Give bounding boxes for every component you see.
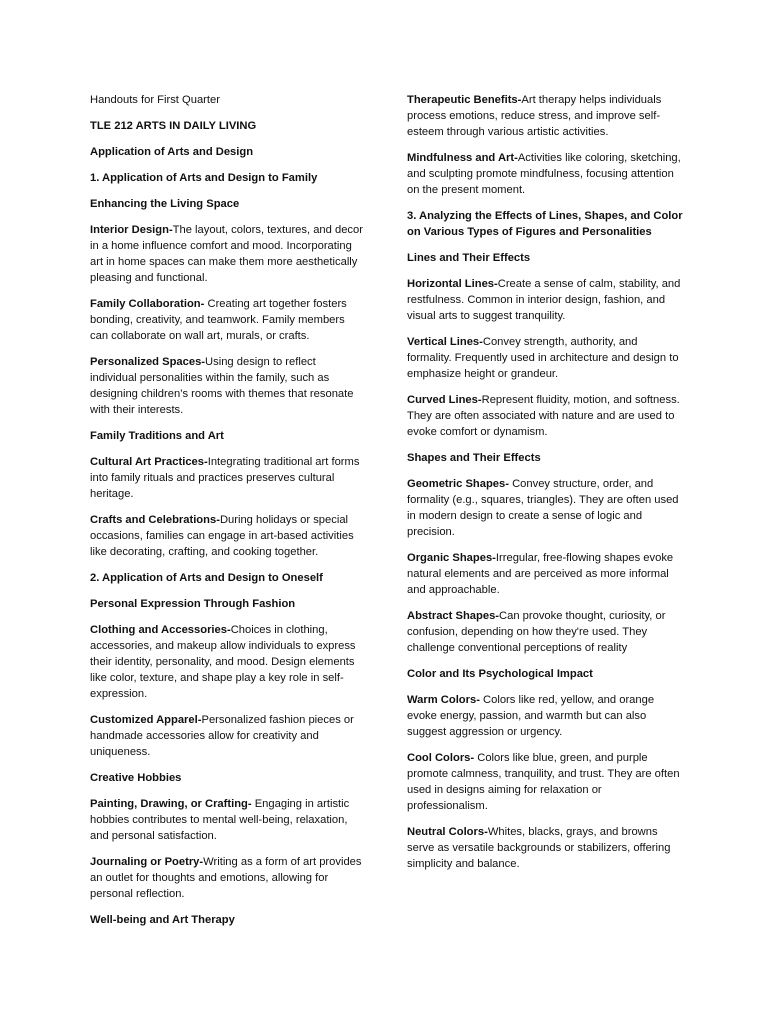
term-description: Choices in clothing, accessories, and makeup allow individuals to express their identity, personality, and mood. Design elements like color, texture, and shape play a key role in self-expression.	[90, 624, 356, 700]
paragraph-vertical-lines	[407, 334, 683, 382]
left-column	[90, 92, 365, 938]
term-description: Creating art together fosters bonding, creativity, and teamwork. Family members can collaborate on wall art, murals, or crafts.	[90, 298, 347, 342]
paragraph-cool-colors	[407, 750, 683, 814]
term-description: During holidays or special occasions, families can engage in art-based activities like decorating, crafting, and cooking together.	[90, 514, 354, 558]
term-description: Integrating traditional art forms into family rituals and practices preserves cultural heritage.	[90, 456, 360, 500]
paragraph-clothing-and-accessories	[90, 622, 365, 702]
paragraph-abstract-shapes	[407, 608, 683, 656]
term-label: Cool Colors-	[407, 752, 475, 764]
term-description: Personalized fashion pieces or handmade accessories allow for creativity and uniqueness.	[90, 714, 354, 758]
section-heading: Personal Expression Through Fashion	[90, 598, 296, 610]
term-label: Vertical Lines-	[407, 336, 483, 348]
right-column	[407, 92, 683, 882]
paragraph-family-collaboration	[90, 296, 365, 344]
term-label: Crafts and Celebrations-	[90, 514, 220, 526]
section-heading: Shapes and Their Effects	[407, 452, 541, 464]
term-label: Neutral Colors-	[407, 826, 488, 838]
paragraph-therapeutic-benefits	[407, 92, 683, 140]
term-label: Abstract Shapes-	[407, 610, 500, 622]
paragraph-interior-design	[90, 222, 365, 286]
term-description: Convey strength, authority, and formality. Frequently used in architecture and design to emphasize height or grandeur.	[407, 336, 679, 380]
paragraph-painting-drawing-or-crafting	[90, 796, 365, 844]
term-description: Can provoke thought, curiosity, or confusion, depending on how they're used. They challenge conventional perceptions of reality	[407, 610, 666, 654]
paragraph-cultural-art-practices	[90, 454, 365, 502]
section-heading: 1. Application of Arts and Design to Family	[90, 172, 318, 184]
term-label: Family Collaboration-	[90, 298, 205, 310]
term-label: Therapeutic Benefits-	[407, 94, 522, 106]
term-label: Mindfulness and Art-	[407, 152, 518, 164]
section-heading: Family Traditions and Art	[90, 430, 224, 442]
paragraph-crafts-and-celebrations	[90, 512, 365, 560]
term-description: Activities like coloring, sketching, and sculpting promote mindfulness, focusing attention on the present moment.	[407, 152, 681, 196]
term-description: Art therapy helps individuals process emotions, reduce stress, and improve self-esteem through various artistic activities.	[407, 94, 662, 138]
paragraph-geometric-shapes	[407, 476, 683, 540]
term-description: Colors like red, yellow, and orange evoke energy, passion, and warmth but can also suggest aggression or urgency.	[407, 694, 655, 738]
term-label: Horizontal Lines-	[407, 278, 498, 290]
paragraph-organic-shapes	[407, 550, 683, 598]
paragraph-personalized-spaces	[90, 354, 365, 418]
section-heading: Lines and Their Effects	[407, 252, 531, 264]
term-description: Convey structure, order, and formality (e.g., squares, triangles). They are often used in modern design to create a sense of logic and precision.	[407, 478, 679, 538]
paragraph-customized-apparel	[90, 712, 365, 760]
term-description: Using design to reflect individual personalities within the family, such as designing children’s rooms with themes that resonate with their interests.	[90, 356, 354, 416]
paragraph-mindfulness-and-art	[407, 150, 683, 198]
term-label: Painting, Drawing, or Crafting-	[90, 798, 252, 810]
term-label: Warm Colors-	[407, 694, 480, 706]
document-label: Handouts for First Quarter	[90, 94, 220, 106]
section-heading: 3. Analyzing the Effects of Lines, Shapes, and Color on Various Types of Figures and Personalities	[407, 210, 683, 238]
term-label: Curved Lines-	[407, 394, 482, 406]
term-description: Irregular, free-flowing shapes evoke natural elements and are perceived as more informal and approachable.	[407, 552, 674, 596]
paragraph-neutral-colors	[407, 824, 683, 872]
term-label: Cultural Art Practices-	[90, 456, 208, 468]
term-label: Personalized Spaces-	[90, 356, 206, 368]
section-heading: 2. Application of Arts and Design to Oneself	[90, 572, 323, 584]
section-heading: TLE 212 ARTS IN DAILY LIVING	[90, 120, 257, 132]
section-heading: Enhancing the Living Space	[90, 198, 240, 210]
section-heading: Color and Its Psychological Impact	[407, 668, 593, 680]
section-heading: Application of Arts and Design	[90, 146, 254, 158]
term-label: Journaling or Poetry-	[90, 856, 204, 868]
term-description: Represent fluidity, motion, and softness. They are often associated with nature and are used to evoke comfort or dynamism.	[407, 394, 680, 438]
paragraph-warm-colors	[407, 692, 683, 740]
paragraph-horizontal-lines	[407, 276, 683, 324]
paragraph-curved-lines	[407, 392, 683, 440]
term-description: Create a sense of calm, stability, and restfulness. Common in interior design, fashion, and visual arts to suggest tranquility.	[407, 278, 681, 322]
term-label: Customized Apparel-	[90, 714, 202, 726]
term-label: Interior Design-	[90, 224, 173, 236]
term-description: Engaging in artistic hobbies contributes to mental well-being, relaxation, and personal satisfaction.	[90, 798, 350, 842]
term-description: Whites, blacks, grays, and browns serve as versatile backgrounds or stabilizers, offering simplicity and balance.	[407, 826, 671, 870]
term-label: Organic Shapes-	[407, 552, 496, 564]
term-label: Geometric Shapes-	[407, 478, 509, 490]
term-description: Colors like blue, green, and purple promote calmness, tranquility, and trust. They are often used in designs aiming for relaxation or professionalism.	[407, 752, 680, 812]
section-heading: Well-being and Art Therapy	[90, 914, 235, 926]
term-label: Clothing and Accessories-	[90, 624, 231, 636]
term-description: Writing as a form of art provides an outlet for thoughts and emotions, allowing for personal reflection.	[90, 856, 362, 900]
section-heading: Creative Hobbies	[90, 772, 182, 784]
term-description: The layout, colors, textures, and decor in a home influence comfort and mood. Incorporating art in home spaces can make them more aesthetically pleasing and functional.	[90, 224, 363, 284]
paragraph-journaling-or-poetry	[90, 854, 365, 902]
